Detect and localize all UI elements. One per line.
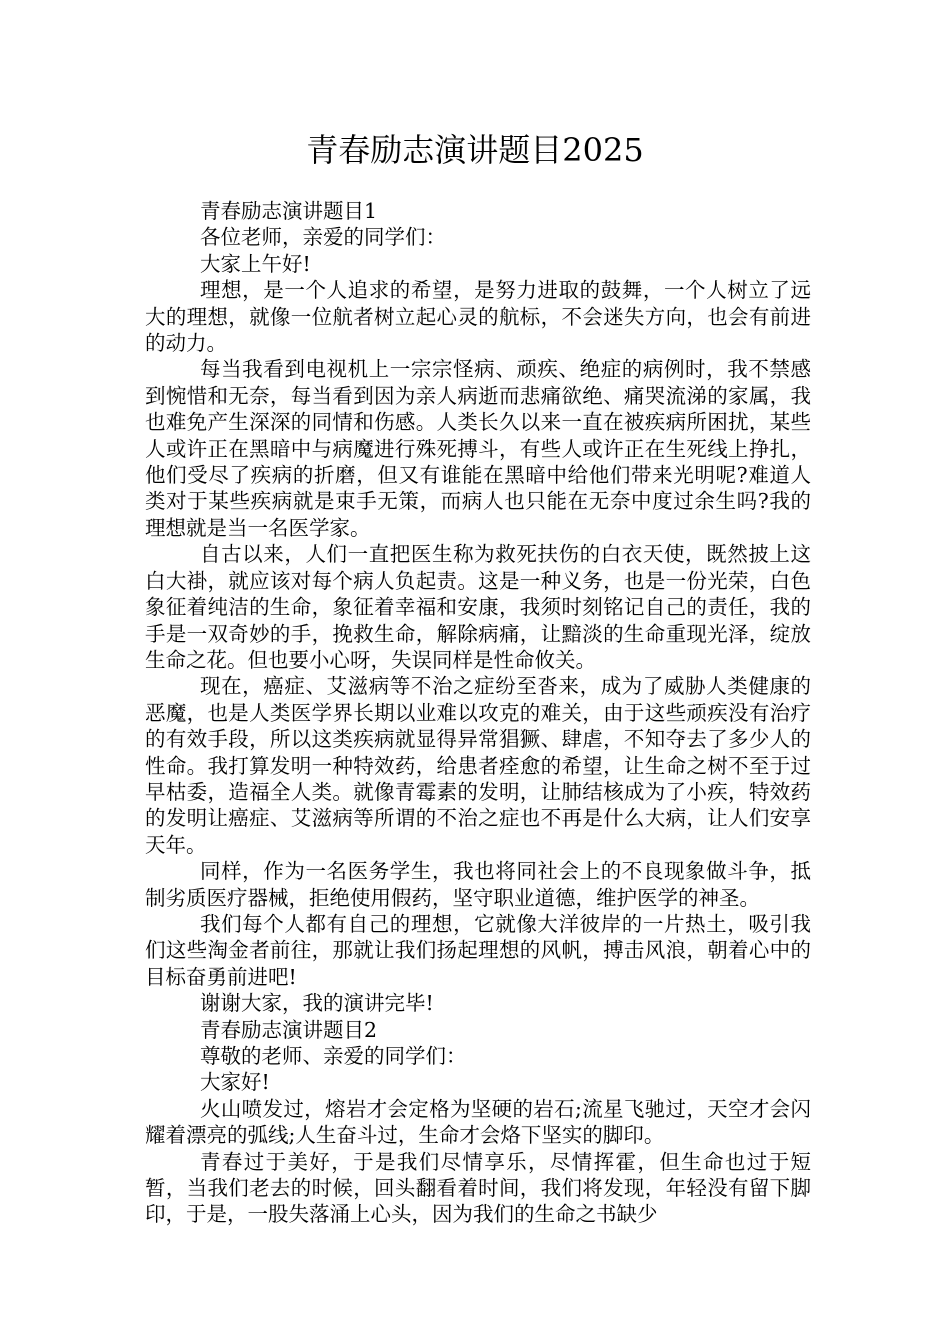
paragraph-body: 理想，是一个人追求的希望，是努力进取的鼓舞，一个人树立了远大的理想，就像一位航者树立起心灵的航标，不会迷失方向，也会有前进的动力。 xyxy=(145,278,811,356)
paragraph-salutation: 各位老师，亲爱的同学们： xyxy=(200,225,446,250)
document-body xyxy=(145,198,811,1228)
paragraph-body: 火山喷发过，熔岩才会定格为坚硬的岩石;流星飞驰过，天空才会闪耀着漂亮的弧线;人生奋斗过，生命才会烙下坚实的脚印。 xyxy=(145,1096,811,1148)
paragraph-speech2-heading: 青春励志演讲题目2 xyxy=(200,1017,378,1042)
paragraph-closing: 谢谢大家，我的演讲完毕! xyxy=(200,991,434,1016)
paragraph-body: 青春过于美好，于是我们尽情享乐，尽情挥霍，但生命也过于短暂，当我们老去的时候，回头翻看着时间，我们将发现，年轻没有留下脚印，于是，一股失落涌上心头，因为我们的生命之书缺少 xyxy=(145,1149,811,1227)
paragraph-body: 自古以来，人们一直把医生称为救死扶伤的白衣天使，既然披上这白大褂，就应该对每个病人负起责。这是一种义务，也是一份光荣，白色象征着纯洁的生命，象征着幸福和安康，我须时刻铭记自己的责任，我的手是一双奇妙的手，挽救生命，解除病痛，让黯淡的生命重现光泽，绽放生命之花。但也要小心呀，失误同样是性命攸关。 xyxy=(145,542,811,672)
paragraph-salutation: 尊敬的老师、亲爱的同学们： xyxy=(200,1044,467,1068)
paragraph-body: 我们每个人都有自己的理想，它就像大洋彼岸的一片热土，吸引我们这些淘金者前往，那就让我们扬起理想的风帆，搏击风浪，朝着心中的目标奋勇前进吧! xyxy=(145,911,811,989)
paragraph-body: 每当我看到电视机上一宗宗怪病、顽疾、绝症的病例时，我不禁感到惋惜和无奈，每当看到因为亲人病逝而悲痛欲绝、痛哭流涕的家属，我也难免产生深深的同情和伤感。人类长久以来一直在被疾病所困扰，某些人或许正在黑暗中与病魔进行殊死搏斗，有些人或许正在生死线上挣扎，他们受尽了疾病的折磨，但又有谁能在黑暗中给他们带来光明呢?难道人类对于某些疾病就是束手无策，而病人也只能在无奈中度过余生吗?我的理想就是当一名医学家。 xyxy=(145,357,811,540)
paragraph-greeting: 大家好! xyxy=(200,1070,270,1095)
paragraph-body: 同样，作为一名医务学生，我也将同社会上的不良现象做斗争，抵制劣质医疗器械，拒绝使用假药，坚守职业道德，维护医学的神圣。 xyxy=(145,859,811,910)
paragraph-speech1-heading: 青春励志演讲题目1 xyxy=(200,199,378,223)
paragraph-greeting: 大家上午好! xyxy=(200,251,311,276)
paragraph-body: 现在，癌症、艾滋病等不治之症纷至沓来，成为了威胁人类健康的恶魔，也是人类医学界长期以业难以攻克的难关，由于这些顽疾没有治疗的有效手段，所以这类疾病就显得异常猖獗、肆虐，不知夺去了多少人的性命。我打算发明一种特效药，给患者痊愈的希望，让生命之树不至于过早枯委，造福全人类。就像青霉素的发明，让肺结核成为了小疾，特效药的发明让癌症、艾滋病等所谓的不治之症也不再是什么大病，让人们安享天年。 xyxy=(145,674,811,857)
document-title: 青春励志演讲题目2025 xyxy=(306,131,644,169)
